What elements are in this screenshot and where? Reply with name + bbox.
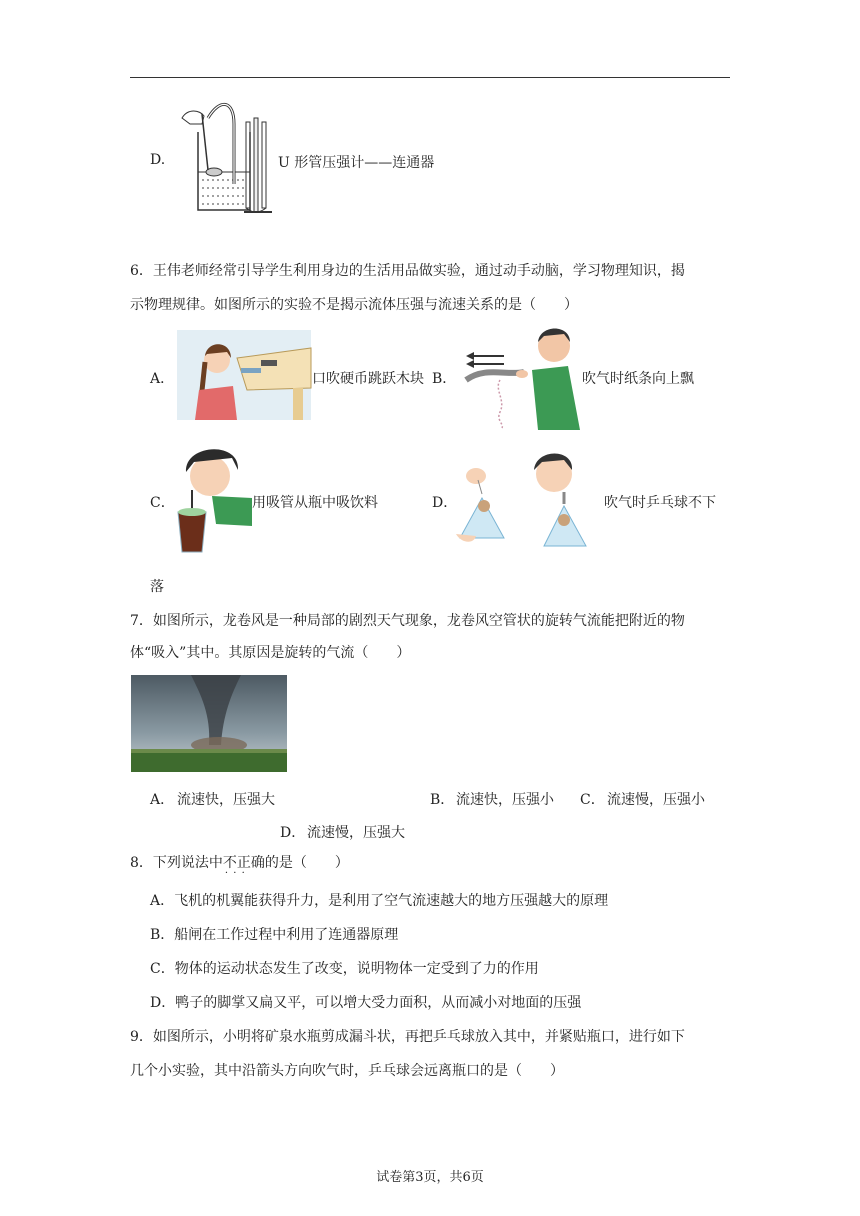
page-footer: 试卷第3页，共6页 — [376, 1170, 484, 1185]
header-rule — [130, 77, 730, 78]
q5-option-d-letter: D. — [150, 152, 166, 168]
q8-option-b-text: 船闸在工作过程中利用了连通器原理 — [174, 927, 399, 943]
q6-option-d-text: 吹气时乒乓球不下 — [604, 495, 716, 511]
q8-stem-prefix: 8．下列说法中 — [130, 855, 223, 871]
q7-option-b-letter: B． — [430, 792, 455, 808]
q8-option-d-text: 鸭子的脚掌又扁又平，可以增大受力面积，从而减小对地面的压强 — [175, 995, 582, 1011]
q7-option-a-text: 流速快，压强大 — [177, 792, 275, 808]
q6-option-b-letter: B． — [432, 371, 457, 387]
q5-option-d-text: U 形管压强计——连通器 — [278, 155, 435, 171]
straw-drinking-figure — [176, 440, 252, 554]
q8-option-b — [150, 924, 398, 944]
q6-option-b-text: 吹气时纸条向上飘 — [582, 371, 694, 387]
q8-option-b-letter: B． — [150, 927, 175, 943]
q8-option-c — [150, 958, 539, 978]
coin-blowing-figure — [177, 330, 311, 420]
q6-option-c-letter: C． — [150, 495, 175, 511]
q7-option-d-letter: D． — [280, 825, 306, 841]
q9-stem-line2: 几个小实验，其中沿箭头方向吹气时，乒乓球会远离瓶口的是（ ） — [130, 1063, 564, 1079]
q8-option-a — [150, 890, 608, 910]
q6-wrap-text: 落 — [150, 579, 164, 595]
q8-option-c-letter: C． — [150, 961, 175, 977]
q7-option-c-letter: C． — [580, 792, 605, 808]
q6-stem-line1: 6．王伟老师经常引导学生利用身边的生活用品做实验，通过动手动脑，学习物理知识，揭 — [130, 263, 685, 279]
q7-stem-line2: 体“吸入”其中。其原因是旋转的气流（ ） — [130, 645, 411, 661]
q8-stem-suffix: 的是（ ） — [264, 855, 349, 871]
q6-option-a-text: 口吹硬币跳跃木块 — [312, 371, 424, 387]
q8-stem-emphasis: 不正确 · · · — [223, 855, 265, 871]
q9-stem-line1: 9．如图所示，小明将矿泉水瓶剪成漏斗状，再把乒乓球放入其中，并紧贴瓶口，进行如下 — [130, 1029, 685, 1045]
paper-strip-blowing-figure — [456, 320, 580, 430]
q6-option-d-letter: D． — [432, 495, 458, 511]
q7-option-d-text: 流速慢，压强大 — [307, 825, 405, 841]
q8-option-d-letter: D． — [150, 995, 176, 1011]
pingpong-blowing-figure — [456, 448, 602, 552]
q7-option-c-text: 流速慢，压强小 — [607, 792, 705, 808]
q8-option-c-text: 物体的运动状态发生了改变，说明物体一定受到了力的作用 — [174, 961, 539, 977]
q7-option-b-text: 流速快，压强小 — [456, 792, 554, 808]
q6-option-c-text: 用吸管从瓶中吸饮料 — [252, 495, 378, 511]
q8-option-a-text: 飞机的机翼能获得升力，是利用了空气流速越大的地方压强越大的原理 — [174, 893, 609, 909]
tornado-photo — [131, 675, 287, 772]
q8-option-a-letter: A． — [150, 893, 175, 909]
q6-stem-line2: 示物理规律。如图所示的实验不是揭示流体压强与流速关系的是（ ） — [130, 297, 578, 313]
q8-option-d — [150, 992, 581, 1012]
q8-stem — [130, 852, 349, 872]
q6-option-a-letter: A． — [150, 371, 175, 387]
u-tube-manometer-figure — [176, 104, 276, 216]
q7-stem-line1: 7．如图所示，龙卷风是一种局部的剧烈天气现象，龙卷风空管状的旋转气流能把附近的物 — [130, 613, 685, 629]
q7-option-a-letter: A． — [150, 792, 175, 808]
